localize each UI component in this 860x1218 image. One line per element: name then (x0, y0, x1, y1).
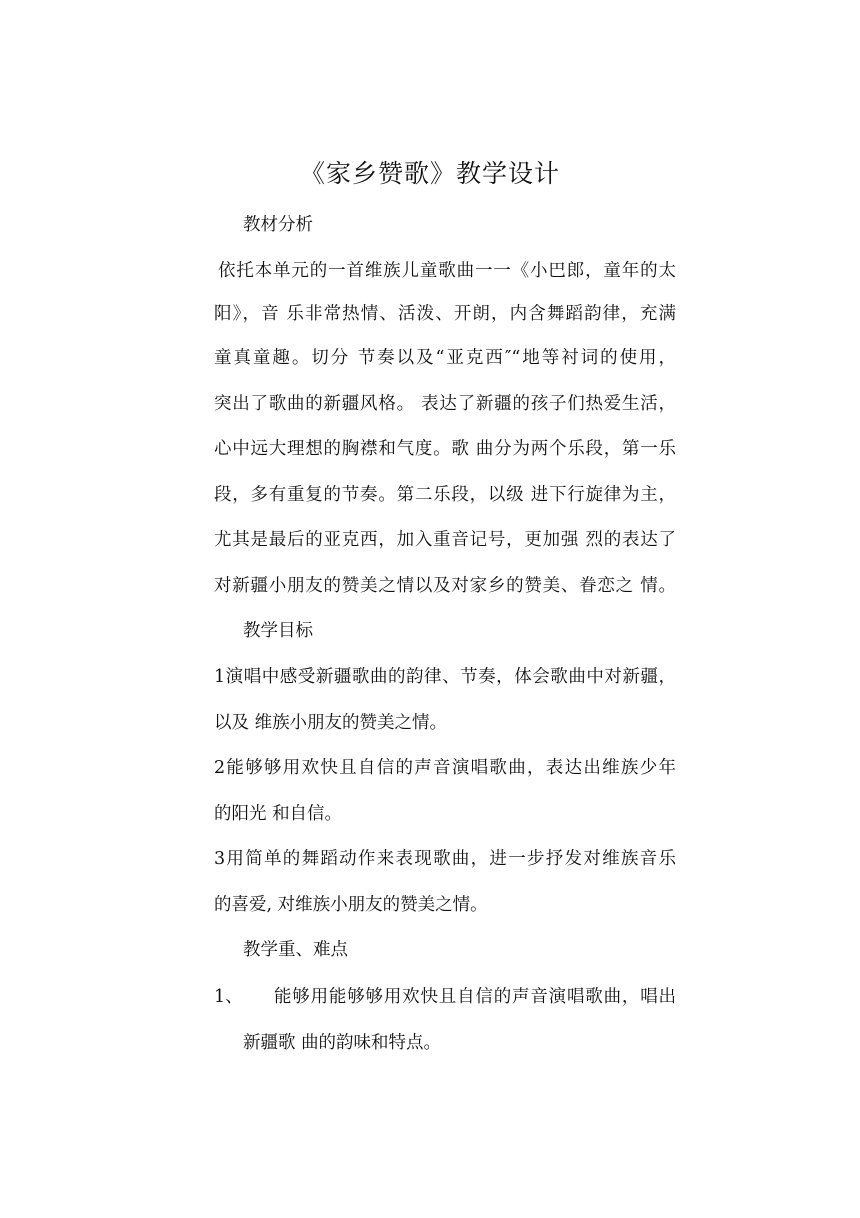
document-title: 《家乡赞歌》教学设计 (299, 159, 560, 188)
goal-line: 1演唱中感受新疆歌曲的韵律、节奏，体会歌曲中对新疆， (214, 667, 676, 687)
paragraph-line: 突出了歌曲的新疆风格。 表达了新疆的孩子们热爱生活， (214, 394, 676, 414)
paragraph-line: 段，多有重复的节奏。第二乐段，以级 进下行旋律为主， (214, 485, 676, 505)
section-heading-goals: 教学目标 (243, 621, 313, 641)
goal-line: 2能够够用欢快且自信的声音演唱歌曲，表达出维族少年 (214, 758, 676, 778)
goal-line: 3用简单的舞蹈动作来表现歌曲，进一步抒发对维族音乐 (214, 849, 676, 869)
paragraph-line: 依托本单元的一首维族儿童歌曲一一《小巴郎，童年的太 (218, 261, 676, 281)
paragraph-line: 心中远大理想的胸襟和气度。歌 曲分为两个乐段，第一乐 (214, 439, 676, 459)
list-item-text: 能够用能够够用欢快且自信的声音演唱歌曲，唱出 (274, 987, 676, 1007)
paragraph-line: 对新疆小朋友的赞美之情以及对家乡的赞美、眷恋之 情。 (214, 576, 676, 596)
goal-line: 以及 维族小朋友的赞美之情。 (214, 713, 448, 733)
paragraph-line: 尤其是最后的亚克西，加入重音记号，更加强 烈的表达了 (214, 530, 676, 550)
list-item-text-continued: 新疆歌 曲的韵味和特点。 (243, 1033, 442, 1053)
section-heading-analysis: 教材分析 (243, 215, 313, 235)
paragraph-line: 阳》，音 乐非常热情、活泼、开朗，内含舞蹈韵律，充满 (214, 304, 676, 324)
list-item-number: 1、 (214, 987, 243, 1007)
goal-line: 的喜爱, 对维族小朋友的赞美之情。 (214, 895, 488, 915)
section-heading-key-points: 教学重、难点 (243, 940, 348, 960)
goal-line: 的阳光 和自信。 (214, 804, 343, 824)
paragraph-line: 童真童趣。切分 节奏以及“亚克西″“地等衬词的使用， (214, 348, 676, 368)
